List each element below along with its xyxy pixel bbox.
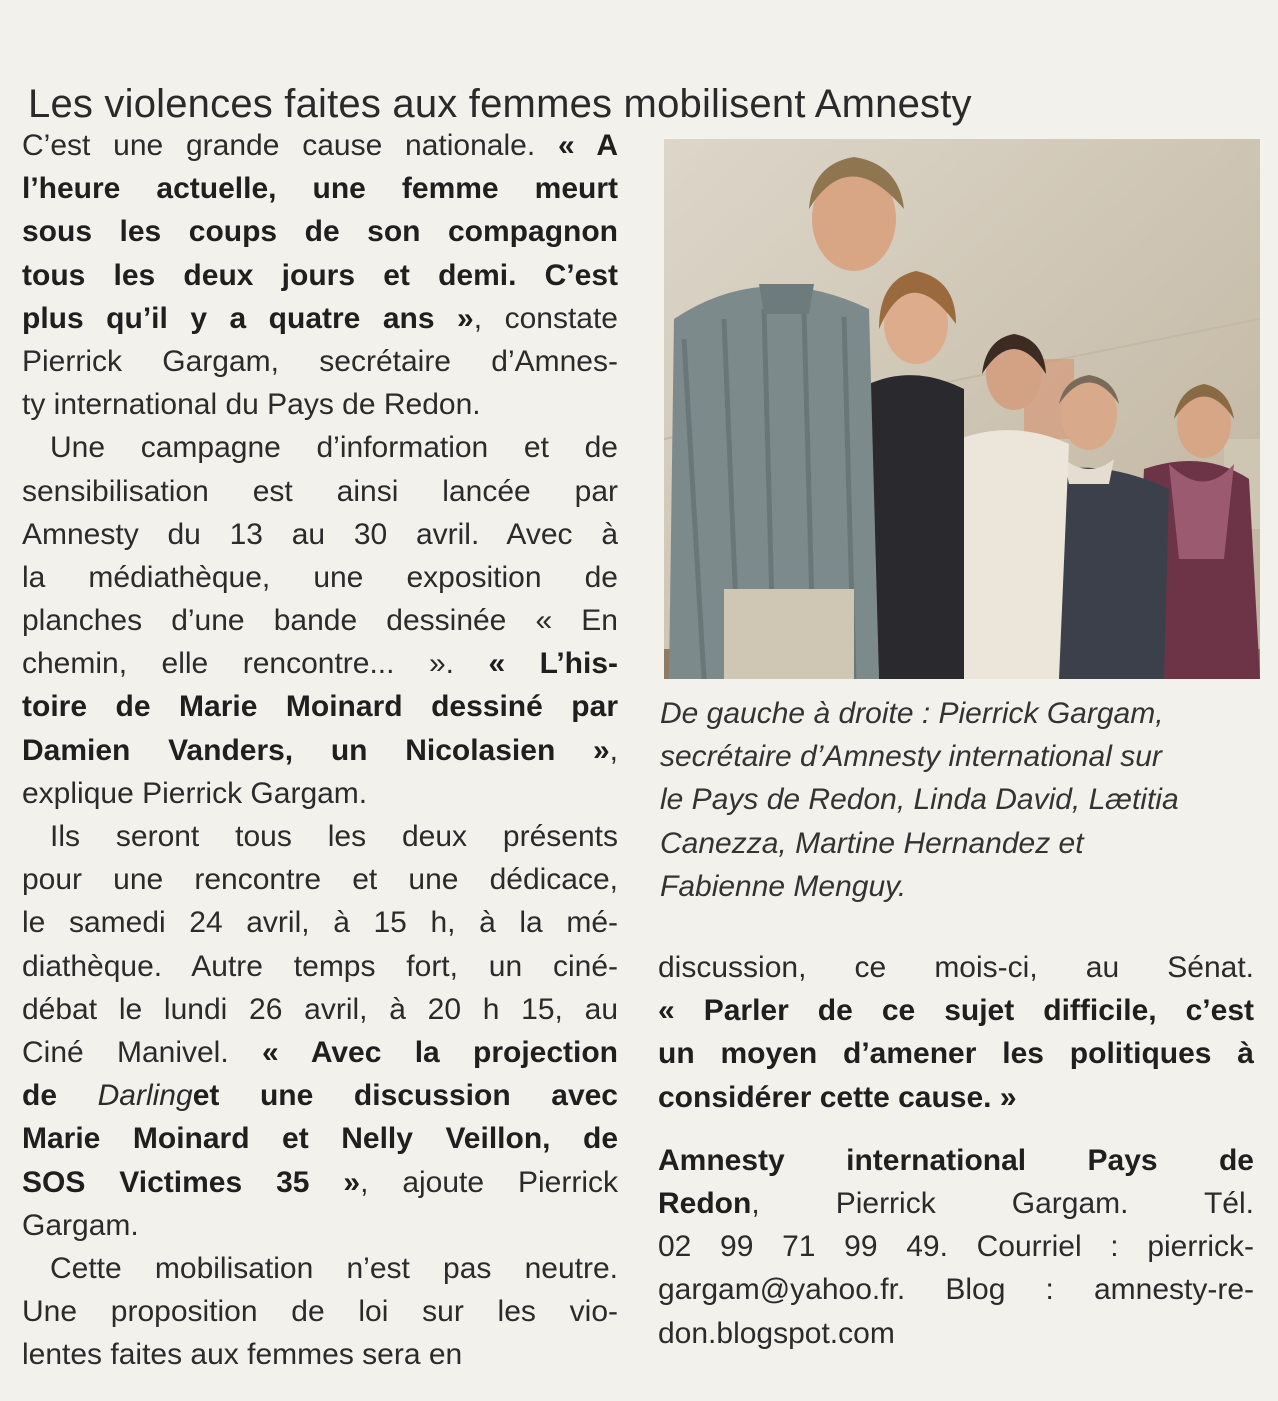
caption-line: Canezza, Martine Hernandez et xyxy=(660,826,1084,860)
contact-info-text: 02 99 71 99 49. Courriel : pierrick- xyxy=(658,1230,1254,1264)
article-left-column xyxy=(22,124,618,1376)
left-column-line xyxy=(22,1290,618,1333)
left-column-text: Ciné Manivel. xyxy=(22,1035,262,1069)
right-column-line xyxy=(658,1076,1254,1119)
left-column-line xyxy=(22,1117,618,1160)
left-column-line xyxy=(22,642,618,685)
photo-illustration xyxy=(664,139,1260,679)
left-column-text: « A xyxy=(557,129,618,162)
left-column-text: chemin, elle rencontre... ». xyxy=(22,647,489,681)
contact-info-text: , Pierrick Gargam. Tél. xyxy=(751,1186,1254,1220)
contact-info-text: don.blogspot.com xyxy=(658,1316,895,1350)
left-column-text: Amnesty du 13 au 30 avril. Avec à xyxy=(22,517,618,551)
article-right-column xyxy=(658,946,1254,1355)
left-column-text: le samedi 24 avril, à 15 h, à la mé- xyxy=(22,906,618,940)
left-column-text: et une discussion avec xyxy=(192,1079,618,1113)
left-column-line xyxy=(22,167,618,210)
left-column-line xyxy=(22,124,618,167)
left-column-line xyxy=(22,1074,618,1117)
left-column-text: Ils seront tous les deux présents xyxy=(50,820,618,853)
right-column-text: considérer cette cause. » xyxy=(658,1080,1017,1114)
left-column-line xyxy=(22,1204,618,1247)
left-column-text: de xyxy=(22,1079,98,1113)
left-column-line xyxy=(22,945,618,988)
left-column-text: planches d’une bande dessinée « En xyxy=(22,604,618,638)
left-column-line xyxy=(22,815,618,858)
group-photo xyxy=(664,139,1260,679)
left-column-line xyxy=(22,858,618,901)
left-column-text: Darling xyxy=(97,1079,193,1113)
left-column-text: pour une rencontre et une dédicace, xyxy=(22,863,618,897)
caption-line: le Pays de Redon, Linda David, Lætitia xyxy=(660,783,1179,817)
right-column-text: « Parler de ce sujet difficile, c’est xyxy=(658,994,1254,1028)
caption-line: Fabienne Menguy. xyxy=(660,869,907,903)
left-column-text: , xyxy=(609,733,618,767)
left-column-text: plus qu’il y a quatre ans » xyxy=(22,301,474,335)
caption-line: De gauche à droite : Pierrick Gargam, xyxy=(660,697,1164,730)
left-column-line xyxy=(22,1031,618,1074)
contact-info-line xyxy=(658,1225,1254,1268)
contact-info-line xyxy=(658,1182,1254,1225)
left-column-text: la médiathèque, une exposition de xyxy=(22,560,618,594)
left-column-line xyxy=(22,599,618,642)
contact-info-line xyxy=(658,1312,1254,1355)
left-column-text: , constate xyxy=(473,301,618,335)
right-column-line xyxy=(658,989,1254,1032)
left-column-text: « L’his- xyxy=(488,647,618,681)
left-column-line xyxy=(22,210,618,253)
paragraph-gap xyxy=(658,1119,1254,1139)
contact-info-text: gargam@yahoo.fr. Blog : amnesty-re- xyxy=(658,1273,1254,1307)
contact-info-text: Redon xyxy=(658,1186,752,1220)
left-column-text: lentes faites aux femmes sera en xyxy=(22,1338,463,1372)
left-column-text: C’est une grande cause nationale. xyxy=(22,129,558,162)
left-column-text: sous les coups de son compagnon xyxy=(22,215,618,249)
right-column-text: un moyen d’amener les politiques à xyxy=(658,1037,1254,1071)
left-column-text: SOS Victimes 35 » xyxy=(22,1165,361,1199)
left-column-line xyxy=(22,340,618,383)
contact-info-line xyxy=(658,1268,1254,1311)
left-column-text: toire de Marie Moinard dessiné par xyxy=(22,690,618,724)
left-column-text: Damien Vanders, un Nicolasien » xyxy=(22,733,610,767)
left-column-text: débat le lundi 26 avril, à 20 h 15, au xyxy=(22,992,618,1026)
left-column-line xyxy=(22,297,618,340)
left-column-text: Gargam. xyxy=(22,1208,139,1242)
left-column-text: explique Pierrick Gargam. xyxy=(22,776,368,810)
left-column-line xyxy=(22,1333,618,1376)
left-column-line xyxy=(22,470,618,513)
headline: Les violences faites aux femmes mobilisent Amnesty xyxy=(28,81,972,126)
left-column-line xyxy=(22,383,618,426)
left-column-text: Pierrick Gargam, secrétaire d’Amnes- xyxy=(22,344,618,378)
left-column-text: diathèque. Autre temps fort, un ciné- xyxy=(22,949,618,983)
left-column-text: tous les deux jours et demi. C’est xyxy=(22,258,618,292)
left-column-text: sensibilisation est ainsi lancée par xyxy=(22,474,618,508)
left-column-text: Une proposition de loi sur les vio- xyxy=(22,1295,618,1329)
caption-line: secrétaire d’Amnesty international sur xyxy=(660,740,1162,774)
contact-info-text: Amnesty international Pays de xyxy=(658,1143,1254,1177)
left-column-line xyxy=(22,729,618,772)
left-column-line xyxy=(22,901,618,944)
contact-info-line xyxy=(658,1139,1254,1182)
left-column-text: « Avec la projection xyxy=(261,1035,618,1069)
left-column-text: Marie Moinard et Nelly Veillon, de xyxy=(22,1122,618,1156)
right-column-text: discussion, ce mois-ci, au Sénat. xyxy=(658,951,1254,984)
left-column-line xyxy=(22,254,618,297)
left-column-line xyxy=(22,685,618,728)
left-column-text: Cette mobilisation n’est pas neutre. xyxy=(50,1251,618,1285)
left-column-line xyxy=(22,426,618,469)
left-column-line xyxy=(22,556,618,599)
left-column-text: Une campagne d’information et de xyxy=(50,431,618,465)
left-column-line xyxy=(22,513,618,556)
left-column-line xyxy=(22,988,618,1031)
left-column-line xyxy=(22,1161,618,1204)
left-column-text: ty international du Pays de Redon. xyxy=(22,388,481,422)
photo-caption xyxy=(660,692,1256,908)
left-column-line xyxy=(22,772,618,815)
right-column-line xyxy=(658,946,1254,989)
right-column-line xyxy=(658,1032,1254,1075)
left-column-text: l’heure actuelle, une femme meurt xyxy=(22,172,618,206)
left-column-line xyxy=(22,1247,618,1290)
left-column-text: , ajoute Pierrick xyxy=(360,1165,618,1199)
